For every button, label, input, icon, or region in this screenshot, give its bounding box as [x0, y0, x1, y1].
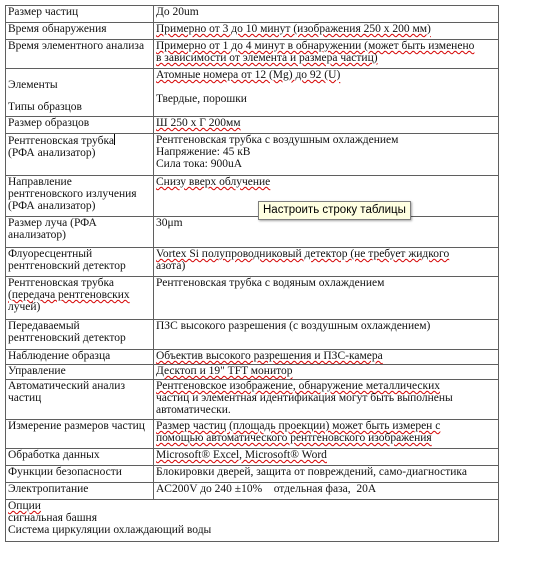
label-cell[interactable]: Измерение размеров частиц — [6, 420, 154, 449]
text-cursor — [114, 134, 115, 145]
value-cell[interactable]: AC200V до 240 ±10% отдельная фаза, 20A — [154, 483, 499, 500]
table-row — [6, 277, 499, 320]
table-row — [6, 466, 499, 483]
table-row — [6, 248, 499, 277]
value-cell[interactable]: Microsoft® Excel, Microsoft® Word — [154, 449, 499, 466]
label-cell[interactable]: Управление — [6, 365, 154, 380]
label-cell[interactable]: Передаваемый рентгеновский детектор — [6, 320, 154, 350]
value-cell[interactable]: Vortex Si полупроводниковый детектор (не требует жидкого азота) — [154, 248, 499, 277]
label-cell[interactable]: Обработка данных — [6, 449, 154, 466]
table-row — [6, 365, 499, 380]
value-cell[interactable]: Рентгеновское изображение, обнаружение металлических частиц и элементная идентификация могут быть выполнены автоматически. — [154, 380, 499, 420]
table-row — [6, 69, 499, 117]
value-cell[interactable]: Блокировки дверей, защита от повреждений, само-диагностика — [154, 466, 499, 483]
table-row — [6, 449, 499, 466]
value-cell[interactable]: ПЗС высокого разрешения (с воздушным охлаждением) — [154, 320, 499, 350]
label-cell[interactable]: Элементы Типы образцов — [6, 69, 154, 117]
label-cell[interactable]: Направление рентгеновского излучения (РФА анализатор) — [6, 176, 154, 217]
label-cell[interactable]: Время обнаружения — [6, 23, 154, 40]
value-cell[interactable]: Снизу вверх облучение — [154, 176, 499, 217]
table-row — [6, 320, 499, 350]
value-cell[interactable]: Размер частиц (площадь проекции) может быть измерен с помощью автоматического рентгеновского изображения — [154, 420, 499, 449]
label-cell[interactable]: Наблюдение образца — [6, 350, 154, 365]
label-cell[interactable]: Размер образцов — [6, 117, 154, 134]
value-cell[interactable]: Десктоп и 19" TFT монитор — [154, 365, 499, 380]
value-cell[interactable]: Рентгеновская трубка с воздушным охлаждением Напряжение: 45 кВ Сила тока: 900uA — [154, 134, 499, 176]
value-cell[interactable]: Ш 250 х Г 200мм — [154, 117, 499, 134]
label-cell[interactable]: Рентгеновская трубка (РФА анализатор) — [6, 134, 154, 176]
table-row-tooltip: Настроить строку таблицы — [258, 201, 411, 220]
value-cell[interactable]: 30μm — [154, 217, 499, 248]
spec-table — [5, 5, 499, 542]
value-cell[interactable]: Атомные номера от 12 (Mg) до 92 (U) Твердые, порошки — [154, 69, 499, 117]
value-cell[interactable]: До 20um — [154, 6, 499, 23]
table-row — [6, 117, 499, 134]
table-row-options — [6, 500, 499, 542]
table-row — [6, 420, 499, 449]
table-row — [6, 380, 499, 420]
label-cell[interactable]: Электропитание — [6, 483, 154, 500]
label-cell[interactable]: Автоматический анализ частиц — [6, 380, 154, 420]
table-row — [6, 350, 499, 365]
label-cell[interactable]: Размер луча (РФА анализатор) — [6, 217, 154, 248]
label-cell[interactable]: Время элементного анализа — [6, 40, 154, 69]
table-row — [6, 6, 499, 23]
options-cell[interactable]: Опции сигнальная башня Система циркуляции охлаждающий воды — [6, 500, 499, 542]
value-cell[interactable]: Примерно от 3 до 10 минут (изображения 250 х 200 мм) — [154, 23, 499, 40]
table-row — [6, 176, 499, 217]
value-cell[interactable]: Рентгеновская трубка с водяным охлаждением — [154, 277, 499, 320]
value-cell[interactable]: Примерно от 1 до 4 минут в обнаружении (может быть изменено в зависимости от элемента и размера частиц) — [154, 40, 499, 69]
table-row — [6, 483, 499, 500]
table-row — [6, 40, 499, 69]
label-cell[interactable]: Размер частиц — [6, 6, 154, 23]
table-row — [6, 23, 499, 40]
table-row — [6, 217, 499, 248]
table-row — [6, 134, 499, 176]
label-cell[interactable]: Флуоресцентный рентгеновский детектор — [6, 248, 154, 277]
value-cell[interactable]: Объектив высокого разрешения и ПЗС-камера — [154, 350, 499, 365]
label-cell[interactable]: Функции безопасности — [6, 466, 154, 483]
label-cell[interactable]: Рентгеновская трубка (передача рентгеновских лучей) — [6, 277, 154, 320]
